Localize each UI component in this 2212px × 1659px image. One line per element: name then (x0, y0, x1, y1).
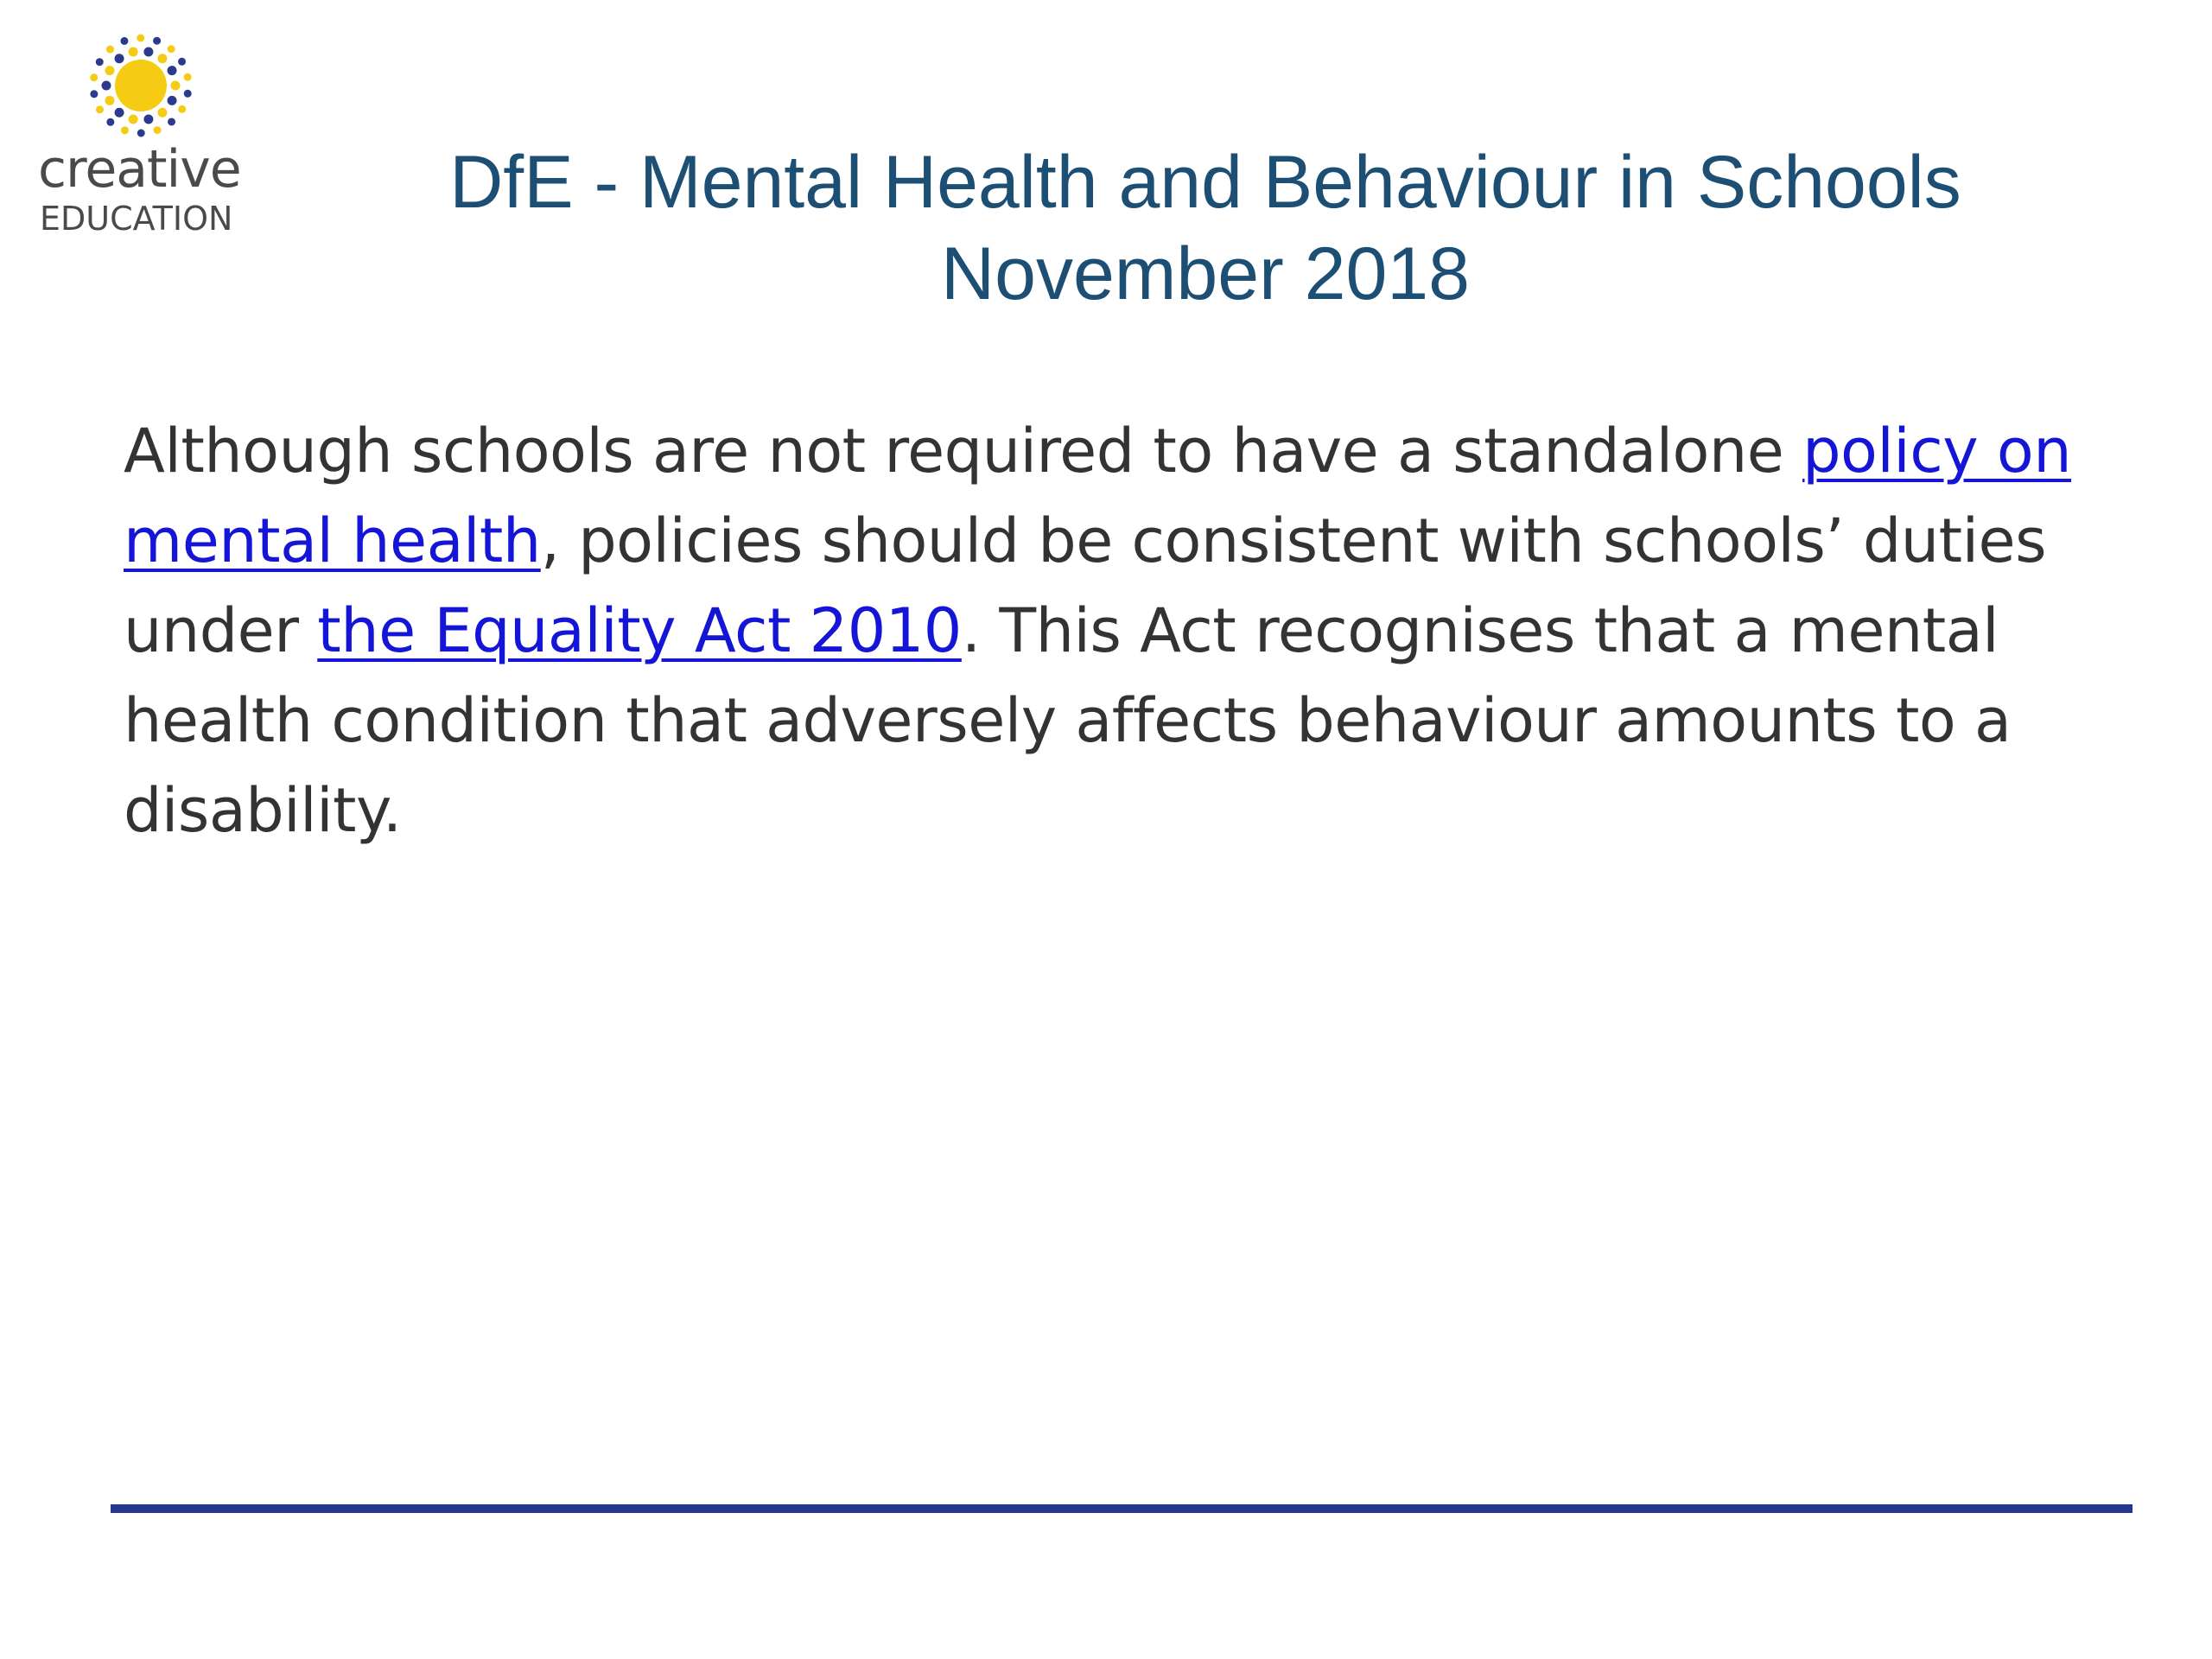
sun-dots-icon (85, 29, 197, 142)
equality-act-2010-link[interactable]: the Equality Act 2010 (317, 595, 962, 666)
slide-title-line-1: DfE - Mental Health and Behaviour in Schools (449, 141, 1961, 224)
body-text-part-3: . This Act recognises that a mental health condition that adversely affects behaviour amounts to a disability. (124, 595, 2012, 846)
footer-divider (111, 1504, 2133, 1513)
logo (38, 29, 263, 245)
logo-subtitle: EDUCATION (40, 200, 233, 238)
logo-wordmark: creative (38, 139, 241, 200)
body-text-part-1: Although schools are not required to have a standalone (124, 416, 1803, 486)
slide-body (124, 406, 2111, 855)
body-text-part-2: , policies should be consistent with schools’ duties under (124, 505, 2047, 666)
slide-title (285, 137, 2126, 320)
slide-title-line-2: November 2018 (941, 232, 1470, 315)
policy-on-mental-health-link[interactable]: policy on mental health (124, 416, 2072, 576)
